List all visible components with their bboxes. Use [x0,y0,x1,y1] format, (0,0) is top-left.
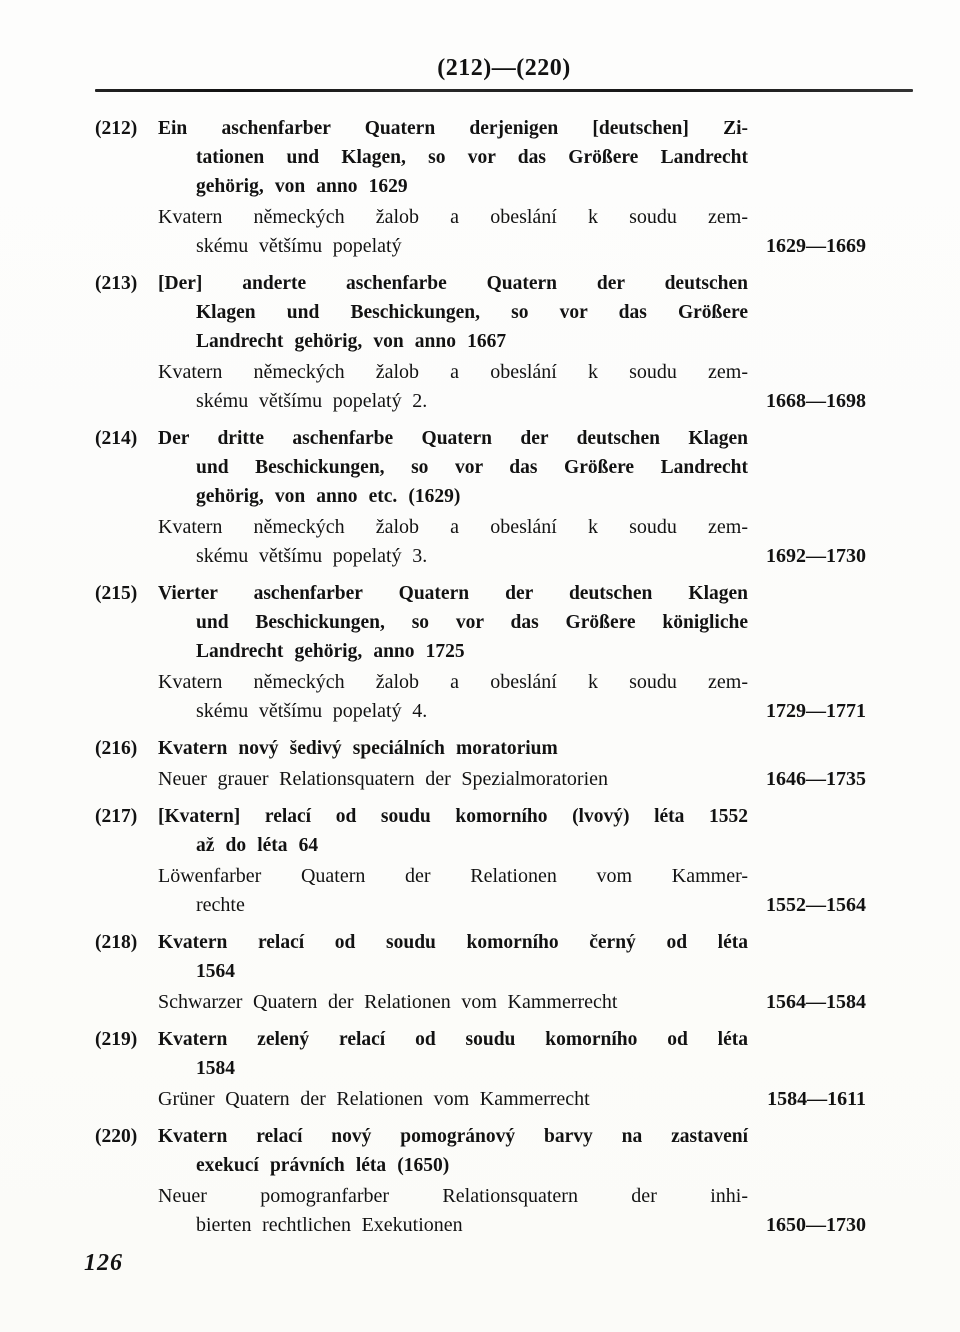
entry-number: (220) [95,1126,138,1147]
entry-date-range: 1692—1730 [766,545,866,567]
catalog-entry [95,269,866,416]
catalog-entry [95,734,866,794]
entry-number: (219) [95,1029,138,1050]
entry-number: (218) [95,932,138,953]
catalog-entry [95,1025,866,1114]
text-line: Landrecht gehörig, anno 1725 [196,641,465,662]
catalog-entry [95,928,866,1017]
text-line: skému většímu popelatý 3. [196,545,428,567]
text-line: skému většímu popelatý [196,235,402,257]
text-line: Kvatern německých žalob a obeslání k soudu zem- [158,671,748,693]
text-line: až do léta 64 [196,835,319,856]
text-line: Kvatern relací od soudu komorního černý od léta [158,932,748,953]
text-line: Vierter aschenfarber Quatern der deutschen Klagen [158,583,748,604]
catalog-entry [95,802,866,920]
page-number: 126 [84,1250,123,1276]
text-line: Kvatern německých žalob a obeslání k soudu zem- [158,206,748,228]
text-line: tationen und Klagen, so vor das Größere Landrecht [196,147,748,168]
text-line: [Der] anderte aschenfarbe Quatern der deutschen [158,273,748,294]
catalog-entry [95,114,866,261]
text-line: Kvatern německých žalob a obeslání k soudu zem- [158,516,748,538]
text-line: Kvatern německých žalob a obeslání k soudu zem- [158,361,748,383]
entry-body [158,802,748,920]
entry-date-range: 1668—1698 [766,390,866,412]
text-line: Kvatern nový šedivý speciálních moratorium [158,738,558,759]
entry-title [158,1025,748,1083]
entry-date-range: 1646—1735 [766,768,866,790]
text-line: und Beschickungen, so vor das Größere königliche [196,612,748,633]
entry-translation [158,765,748,794]
text-line: bierten rechtlichen Exekutionen [196,1214,463,1236]
entry-number: (214) [95,428,138,449]
entry-body [158,424,748,571]
entry-title [158,802,748,860]
entry-number: (216) [95,738,138,759]
entry-number: (212) [95,118,138,139]
catalog-entries-list [95,114,866,1248]
text-line: und Beschickungen, so vor das Größere Landrecht [196,457,748,478]
text-line: Ein aschenfarber Quatern derjenigen [deutschen] Zi- [158,118,748,139]
text-line: gehörig, von anno etc. (1629) [196,486,461,507]
entry-body [158,269,748,416]
entry-date-range: 1564—1584 [766,991,866,1013]
text-line: Neuer pomogranfarber Relationsquatern der inhi- [158,1185,748,1207]
text-line: Schwarzer Quatern der Relationen vom Kammerrecht [158,991,618,1013]
text-line: Kvatern zelený relací od soudu komorního od léta [158,1029,748,1050]
text-line: exekucí právních léta (1650) [196,1155,450,1176]
header-rule [95,89,913,92]
entry-title [158,734,748,763]
text-line: skému většímu popelatý 4. [196,700,428,722]
entry-number: (215) [95,583,138,604]
entry-body [158,1122,748,1240]
entry-translation [158,988,748,1017]
entry-title [158,269,748,356]
entry-title [158,1122,748,1180]
text-line: Der dritte aschenfarbe Quatern der deutschen Klagen [158,428,748,449]
text-line: Grüner Quatern der Relationen vom Kammerrecht [158,1088,590,1110]
entry-date-range: 1584—1611 [767,1088,866,1110]
entry-body [158,579,748,726]
text-line: 1564 [196,961,235,982]
entry-translation [158,358,748,416]
text-line: rechte [196,894,245,916]
entry-date-range: 1650—1730 [766,1214,866,1236]
entry-body [158,734,748,794]
entry-body [158,114,748,261]
text-line: gehörig, von anno 1629 [196,176,408,197]
entry-date-range: 1552—1564 [766,894,866,916]
entry-translation [158,862,748,920]
text-line: Neuer grauer Relationsquatern der Spezialmoratorien [158,768,608,790]
text-line: Kvatern relací nový pomogránový barvy na zastavení [158,1126,748,1147]
entry-translation [158,1182,748,1240]
entry-number: (217) [95,806,138,827]
catalog-entry [95,579,866,726]
entry-translation [158,203,748,261]
entry-body [158,1025,748,1114]
entry-body [158,928,748,1017]
entry-date-range: 1729—1771 [766,700,866,722]
running-header: (212)—(220) [437,55,571,81]
catalog-entry [95,424,866,571]
text-line: skému většímu popelatý 2. [196,390,428,412]
entry-title [158,928,748,986]
catalog-entry [95,1122,866,1240]
entry-date-range: 1629—1669 [766,235,866,257]
text-line: Landrecht gehörig, von anno 1667 [196,331,507,352]
entry-title [158,579,748,666]
text-line: Klagen und Beschickungen, so vor das Größere [196,302,748,323]
text-line: [Kvatern] relací od soudu komorního (lvový) léta 1552 [158,806,748,827]
text-line: 1584 [196,1058,235,1079]
entry-translation [158,513,748,571]
entry-title [158,424,748,511]
text-line: Löwenfarber Quatern der Relationen vom Kammer- [158,865,748,887]
entry-translation [158,1085,748,1114]
entry-title [158,114,748,201]
entry-number: (213) [95,273,138,294]
entry-translation [158,668,748,726]
